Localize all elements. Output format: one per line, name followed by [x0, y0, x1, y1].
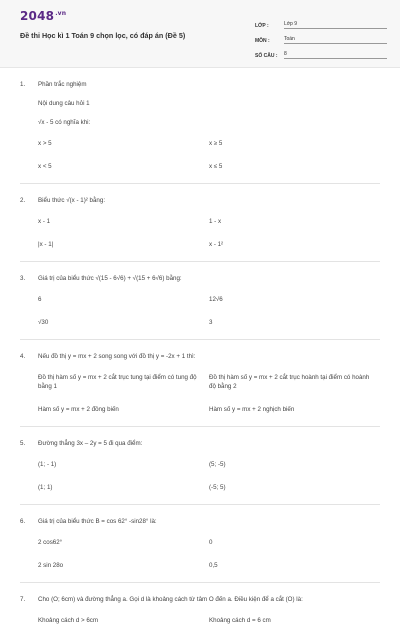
answer-option-b[interactable]: x ≥ 5 [209, 140, 223, 147]
exam-meta [255, 14, 387, 59]
answer-grid [20, 295, 380, 327]
meta-value: 8 [284, 51, 387, 59]
answer-option-c[interactable]: x < 5 [38, 163, 52, 170]
meta-row-class [255, 14, 387, 29]
answer-option-a[interactable]: Khoảng cách d > 6cm [38, 617, 99, 624]
question-header [20, 80, 380, 89]
question-text: Cho (O; 6cm) và đường thẳng a. Gọi d là khoảng cách từ tâm O đến a. Điều kiện để a cắt (O) là: [38, 596, 303, 603]
question-6 [20, 505, 380, 583]
question-header [20, 439, 380, 448]
question-3 [20, 262, 380, 340]
answer-option-b[interactable]: 12√6 [209, 296, 223, 303]
question-header [20, 517, 380, 526]
answer-grid [20, 538, 380, 570]
question-number: 5. [20, 440, 26, 447]
answer-option-c[interactable]: 2 sin 28o [38, 562, 64, 569]
meta-value: Toán [284, 36, 387, 44]
answer-option-a[interactable]: x > 5 [38, 140, 52, 147]
question-number: 1. [20, 81, 26, 88]
answer-option-a[interactable]: 2 cos62° [38, 539, 63, 546]
question-5 [20, 427, 380, 505]
answer-grid [20, 217, 380, 249]
meta-row-count [255, 44, 387, 59]
meta-label: SỐ CÂU : [255, 53, 278, 59]
question-header [20, 274, 380, 283]
question-text: Giá trị của biểu thức √(15 - 6√6) + √(15 + 6√6) bằng: [38, 275, 182, 282]
question-text: Nếu đồ thị y = mx + 2 song song với đồ thị y = -2x + 1 thì: [38, 353, 196, 360]
answer-option-a[interactable]: x - 1 [38, 218, 51, 225]
answer-grid [20, 373, 380, 414]
page-header [0, 0, 400, 68]
question-number: 4. [20, 353, 26, 360]
meta-row-subject [255, 29, 387, 44]
question-text: Biểu thức √(x - 1)² bằng: [38, 197, 106, 204]
answer-option-d[interactable]: (-5; 5) [209, 484, 226, 491]
answer-option-d[interactable]: 0,5 [209, 562, 218, 569]
meta-label: LỚP : [255, 23, 269, 29]
answer-option-c[interactable]: √30 [38, 319, 49, 326]
question-number: 3. [20, 275, 26, 282]
meta-label: MÔN : [255, 38, 270, 44]
meta-value: Lớp 9 [284, 21, 387, 29]
question-list [0, 68, 400, 637]
question-number: 6. [20, 518, 26, 525]
question-subtitle: Nội dung câu hỏi 1 [38, 100, 90, 107]
question-prompt: √x - 5 có nghĩa khi: [38, 119, 91, 126]
answer-option-b[interactable]: 1 - x [209, 218, 222, 225]
question-number: 2. [20, 197, 26, 204]
question-number: 7. [20, 596, 26, 603]
answer-option-d[interactable]: 3 [209, 319, 213, 326]
answer-option-d[interactable]: x - 1² [209, 241, 224, 248]
question-header [20, 352, 380, 361]
answer-option-c[interactable]: (1; 1) [38, 484, 53, 491]
question-text: Đường thẳng 3x – 2y = 5 đi qua điểm: [38, 440, 143, 447]
answer-option-a[interactable]: Đồ thị hàm số y = mx + 2 cắt trục tung tại điểm có tung độ bằng 1 [38, 374, 197, 390]
answer-option-b[interactable]: Đồ thị hàm số y = mx + 2 cắt trục hoành tại điểm có hoành độ bằng 2 [209, 374, 370, 390]
question-text: Giá trị của biểu thức B = cos 62° -sin28° là: [38, 518, 157, 525]
question-1 [20, 68, 380, 184]
answer-option-c[interactable]: Hàm số y = mx + 2 đồng biến [38, 406, 119, 413]
question-text: Phần trắc nghiệm [38, 81, 87, 88]
question-4 [20, 340, 380, 427]
logo-text: 2048 [20, 9, 55, 23]
answer-grid [20, 616, 380, 625]
answer-option-b[interactable]: (5; -5) [209, 461, 226, 468]
logo-suffix: .vn [55, 10, 67, 17]
question-header [20, 595, 380, 604]
answer-option-d[interactable]: x ≤ 5 [209, 163, 223, 170]
answer-option-b[interactable]: Khoảng cách d = 6 cm [209, 617, 271, 624]
answer-option-b[interactable]: 0 [209, 539, 213, 546]
exam-title: Đề thi Học kì 1 Toán 9 chọn lọc, có đáp án (Đề 5) [20, 31, 186, 40]
answer-grid [20, 460, 380, 492]
question-header [20, 196, 380, 205]
question-7 [20, 583, 380, 637]
answer-option-d[interactable]: Hàm số y = mx + 2 nghịch biến [209, 406, 295, 413]
question-2 [20, 184, 380, 262]
answer-option-a[interactable]: 6 [38, 296, 42, 303]
answer-option-a[interactable]: (1; - 1) [38, 461, 57, 468]
answer-option-c[interactable]: |x - 1| [38, 241, 54, 248]
answer-grid [20, 139, 380, 171]
